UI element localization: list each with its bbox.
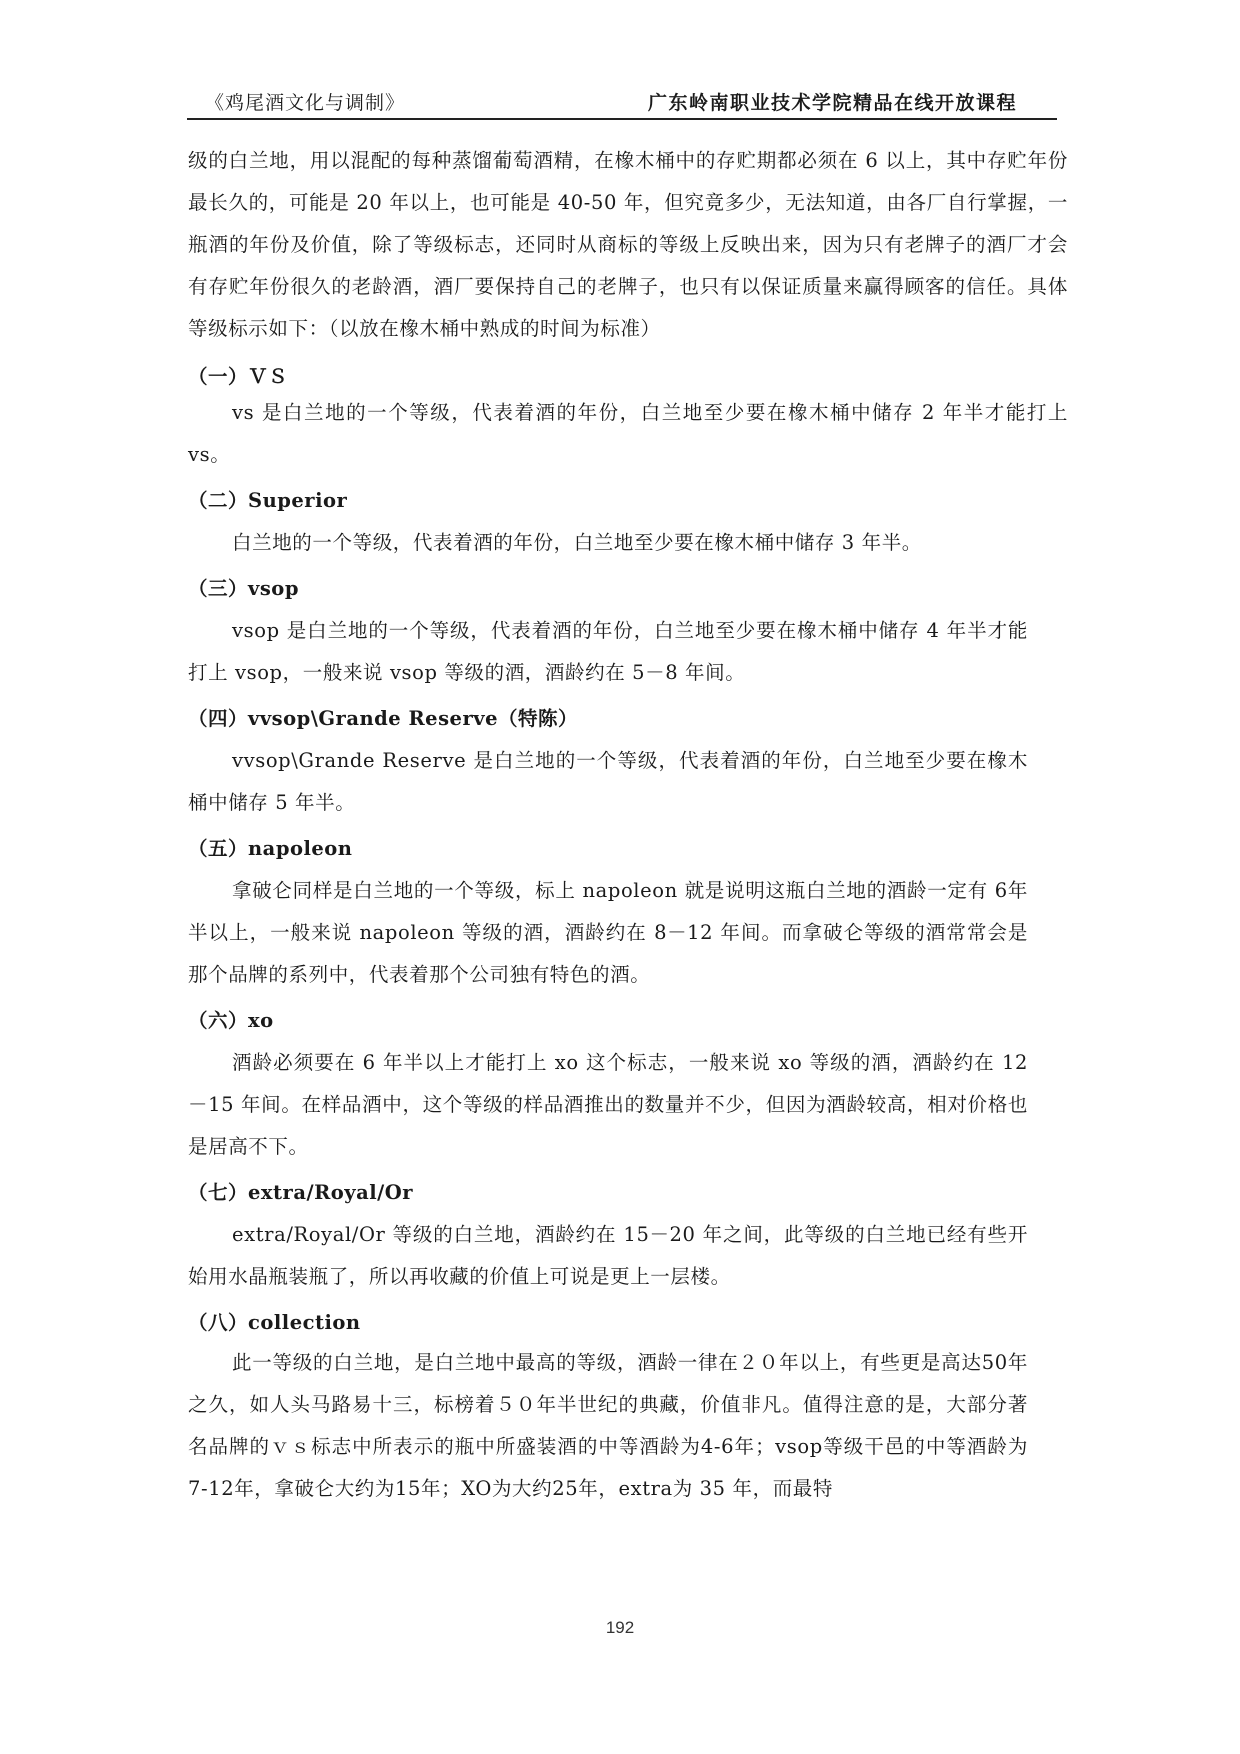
header-book-title: 《鸡尾酒文化与调制》 bbox=[205, 92, 406, 114]
section-body-vvsop: vvsop\Grande Reserve 是白兰地的一个等级，代表着酒的年份，白兰地至少要在橡木桶中储存 5 年半。 bbox=[188, 749, 1028, 814]
intro-paragraph: 级的白兰地，用以混配的每种蒸馏葡萄酒精，在橡木桶中的存贮期都必须在 6 以上，其中存贮年份最长久的，可能是 20 年以上，也可能是 40-50 年，但究竟多少，无法知道，由各厂自行掌握，一瓶酒的年份及价值，除了等级标志，还同时从商标的等级上反映出来，因为只有老牌子的酒厂才会有存贮年份很久的老龄酒，酒厂要保持自己的老牌子，也只有以保证质量来赢得顾客的信任。具体等级标示如下：（以放在橡木桶中熟成的时间为标准） bbox=[188, 149, 1068, 340]
section-body-napoleon: 拿破仑同样是白兰地的一个等级，标上 napoleon 就是说明这瓶白兰地的酒龄一定有 6年半以上，一般来说 napoleon 等级的酒，酒龄约在 8－12 年间。而拿破仑等级的酒常常会是那个品牌的系列中，代表着那个公司独有特色的酒。 bbox=[188, 879, 1028, 986]
section-heading-vs: （一）ＶＳ bbox=[188, 365, 289, 388]
section-heading-xo: （六）xo bbox=[188, 1009, 274, 1032]
header-course-name: 广东岭南职业技术学院精品在线开放课程 bbox=[647, 92, 1017, 114]
section-heading-vvsop: （四）vvsop\Grande Reserve（特陈） bbox=[188, 707, 578, 730]
page-number: 192 bbox=[605, 1618, 635, 1637]
section-body-vs: vs 是白兰地的一个等级，代表着酒的年份，白兰地至少要在橡木桶中储存 2 年半才能打上 vs。 bbox=[188, 401, 1068, 466]
document-body bbox=[188, 140, 1068, 1510]
section-heading-napoleon: （五）napoleon bbox=[188, 837, 353, 860]
page-header bbox=[187, 88, 1057, 120]
section-heading-vsop: （三）vsop bbox=[188, 577, 299, 600]
section-body-superior: 白兰地的一个等级，代表着酒的年份，白兰地至少要在橡木桶中储存 3 年半。 bbox=[232, 531, 922, 554]
section-body-extra: extra/Royal/Or 等级的白兰地，酒龄约在 15－20 年之间，此等级的白兰地已经有些开始用水晶瓶装瓶了，所以再收藏的价值上可说是更上一层楼。 bbox=[188, 1223, 1028, 1288]
section-body-xo: 酒龄必须要在 6 年半以上才能打上 xo 这个标志，一般来说 xo 等级的酒，酒龄约在 12－15 年间。在样品酒中，这个等级的样品酒推出的数量并不少，但因为酒龄较高，相对价格也是居高不下。 bbox=[188, 1051, 1028, 1158]
section-heading-superior: （二）Superior bbox=[188, 489, 348, 512]
section-heading-collection: （八）collection bbox=[188, 1311, 361, 1334]
section-heading-extra: （七）extra/Royal/Or bbox=[188, 1181, 414, 1204]
section-body-collection: 此一等级的白兰地，是白兰地中最高的等级，酒龄一律在２０年以上，有些更是高达50年之久，如人头马路易十三，标榜着５０年半世纪的典藏，价值非凡。值得注意的是，大部分著名品牌的ｖｓ标志中所表示的瓶中所盛装酒的中等酒龄为4-6年；vsop等级干邑的中等酒龄为7-12年，拿破仑大约为15年；XO为大约25年，extra为 35 年，而最特 bbox=[188, 1351, 1028, 1500]
section-body-vsop: vsop 是白兰地的一个等级，代表着酒的年份，白兰地至少要在橡木桶中储存 4 年半才能打上 vsop，一般来说 vsop 等级的酒，酒龄约在 5－8 年间。 bbox=[188, 619, 1028, 684]
